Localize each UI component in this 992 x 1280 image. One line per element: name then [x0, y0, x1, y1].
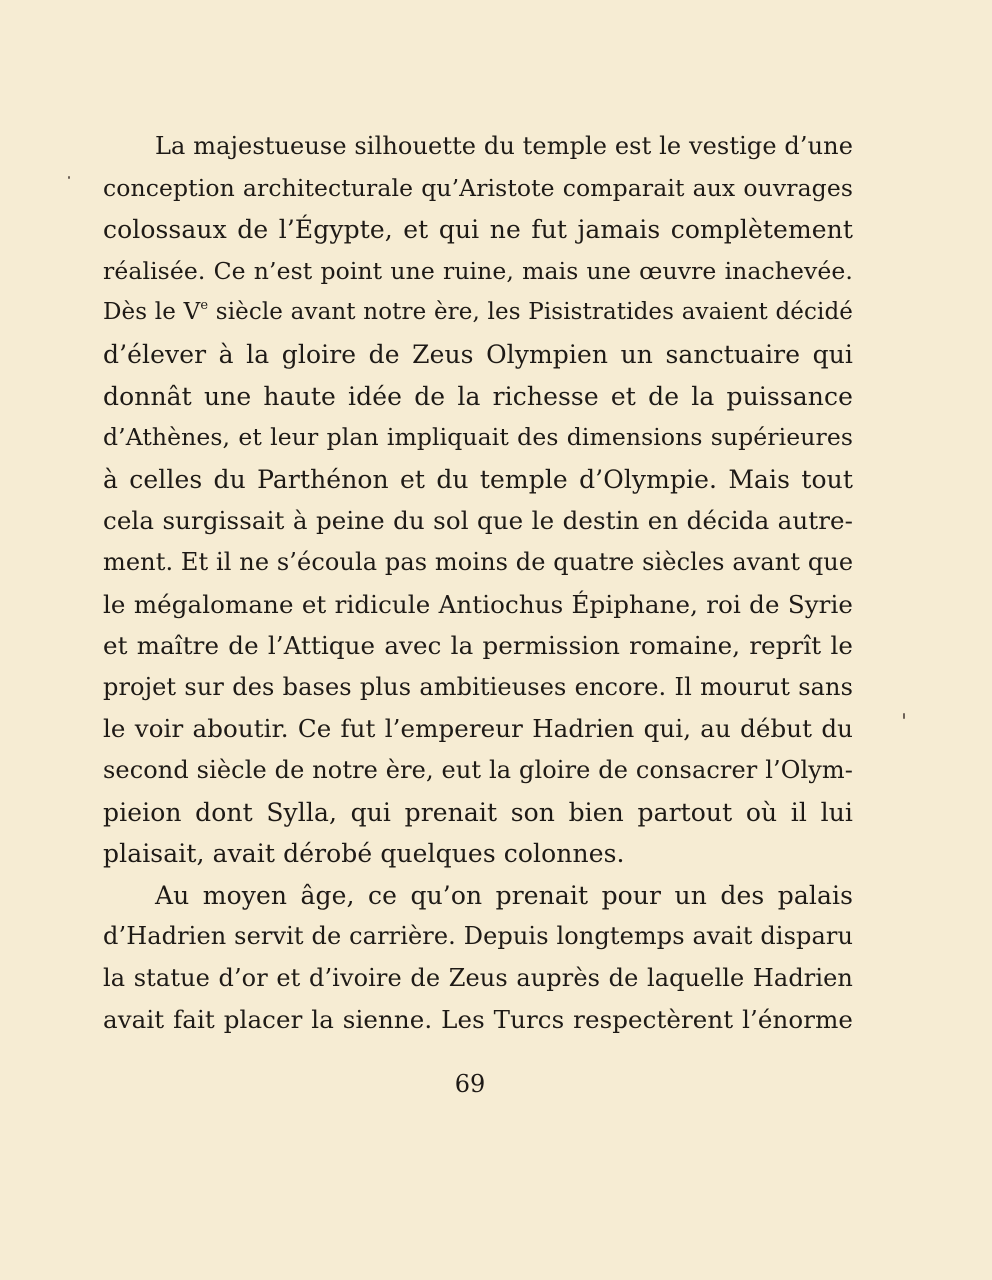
- text-line: ment. Et il ne s’écoula pas moins de quatre siècles avant que: [103, 547, 854, 576]
- text-line: donnât une haute idée de la richesse et de la puissance: [103, 381, 853, 411]
- text-line: réalisée. Ce n’est point une ruine, mais une œuvre inachevée.: [103, 256, 853, 285]
- text-line: second siècle de notre ère, eut la gloire de consacrer l’Olym-: [103, 755, 853, 784]
- paper-speck: [68, 176, 70, 179]
- paragraph-1: [103, 126, 853, 875]
- text-line: cela surgissait à peine du sol que le destin en décida autre-: [103, 506, 853, 536]
- paragraph-2: [103, 875, 853, 1041]
- text-line: Au moyen âge, ce qu’on prenait pour un des palais: [155, 880, 853, 910]
- text-line: colossaux de l’Égypte, et qui ne fut jamais complètement: [103, 215, 853, 245]
- text-line: à celles du Parthénon et du temple d’Olympie. Mais tout: [103, 464, 853, 494]
- body-text: [103, 126, 853, 1041]
- text-line: d’Hadrien servit de carrière. Depuis longtemps avait disparu: [103, 922, 853, 951]
- text-line: d’Athènes, et leur plan impliquait des dimensions supérieures: [103, 423, 853, 452]
- text-line: le voir aboutir. Ce fut l’empereur Hadrien qui, au début du: [103, 714, 853, 744]
- line-text-start: Dès le V: [103, 299, 201, 326]
- text-line: pieion dont Sylla, qui prenait son bien partout où il lui: [103, 797, 853, 827]
- text-line: La majestueuse silhouette du temple est le vestige d’une: [155, 132, 853, 160]
- text-line: projet sur des bases plus ambitieuses encore. Il mourut sans: [103, 672, 853, 701]
- text-line: d’élever à la gloire de Zeus Olympien un sanctuaire qui: [103, 339, 853, 369]
- text-line: et maître de l’Attique avec la permission romaine, reprît le: [103, 631, 853, 661]
- text-line: conception architecturale qu’Aristote comparait aux ouvrages: [103, 173, 853, 202]
- text-line: la statue d’or et d’ivoire de Zeus auprès de laquelle Hadrien: [103, 963, 853, 992]
- text-line: plaisait, avait dérobé quelques colonnes.: [103, 839, 625, 869]
- superscript-e: e: [200, 297, 209, 313]
- page-number: 69: [454, 1070, 486, 1098]
- line-text-end: siècle avant notre ère, les Pisistratides avaient décidé: [208, 299, 853, 326]
- text-line: avait fait placer la sienne. Les Turcs respectèrent l’énorme: [103, 1005, 853, 1035]
- paper-speck: [903, 713, 905, 719]
- text-line: le mégalomane et ridicule Antiochus Épiphane, roi de Syrie: [103, 589, 853, 619]
- text-line: [103, 292, 853, 334]
